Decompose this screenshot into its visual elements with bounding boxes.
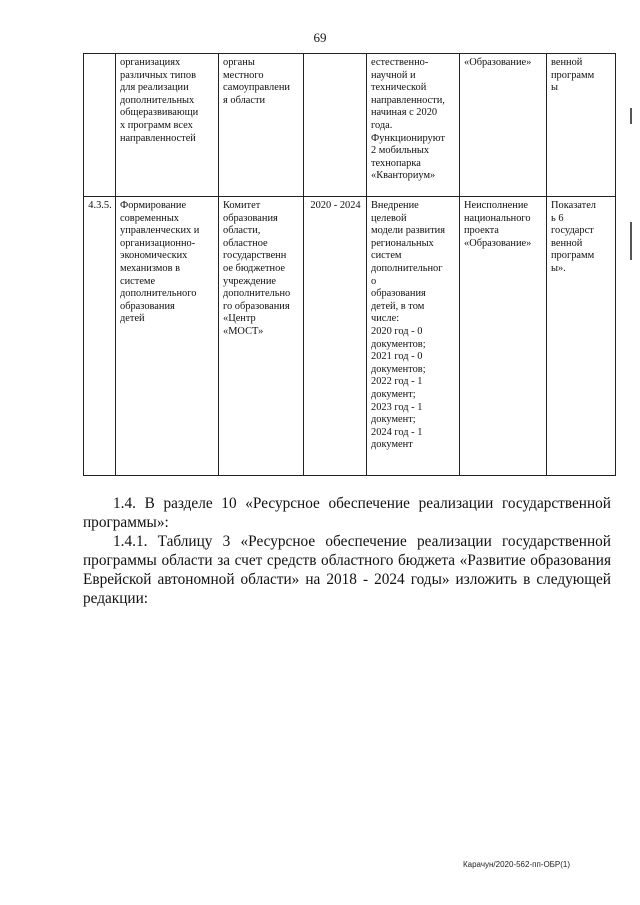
scan-edge-mark <box>630 222 632 260</box>
table-row <box>84 197 616 476</box>
period-cell <box>304 54 367 197</box>
executor-cell: Комитет образования области, областное государственн ое бюджетное учреждение дополнительно го образования «Центр «МОСТ» <box>219 197 304 476</box>
project-cell: Неисполнение национального проекта «Образование» <box>460 197 547 476</box>
row-number-cell: 4.3.5. <box>84 197 116 476</box>
measures-table <box>83 53 616 476</box>
indicator-cell: Показател ь 6 государст венной программ ы». <box>547 197 616 476</box>
row-number-cell <box>84 54 116 197</box>
paragraph-1-4: 1.4. В разделе 10 «Ресурсное обеспечение реализации государственной программы»: <box>83 495 611 531</box>
result-cell: естественно- научной и технической направленности, начиная с 2020 года. Функционируют 2 мобильных технопарка «Кванториум» <box>367 54 460 197</box>
project-cell: «Образование» <box>460 54 547 197</box>
period-cell: 2020 - 2024 <box>304 197 367 476</box>
measure-cell: организациях различных типов для реализации дополнительных общеразвивающи х программ всех направленностей <box>116 54 219 197</box>
executor-cell: органы местного самоуправлени я области <box>219 54 304 197</box>
result-cell: Внедрение целевой модели развития региональных систем дополнительног о образования детей, в том числе: 2020 год - 0 документов; 2021 год - 0 документов; 2022 год - 1 документ; 2023 год - 1 документ; 2024 год - 1 документ <box>367 197 460 476</box>
paragraph-1-4-1: 1.4.1. Таблицу 3 «Ресурсное обеспечение реализации государственной программы области за счет средств областного бюджета «Развитие образования Еврейской автономной области» на 2018 - 2024 годы» изложить в следующей редакции: <box>83 533 611 607</box>
indicator-cell: венной программ ы <box>547 54 616 197</box>
table-row <box>84 54 616 197</box>
document-code: Карачун/2020-562-пп-ОБР(1) <box>463 860 571 869</box>
measure-cell: Формирование современных управленческих и организационно- экономических механизмов в системе дополнительного образования детей <box>116 197 219 476</box>
scan-edge-mark <box>630 108 632 124</box>
page-number: 69 <box>313 30 327 45</box>
